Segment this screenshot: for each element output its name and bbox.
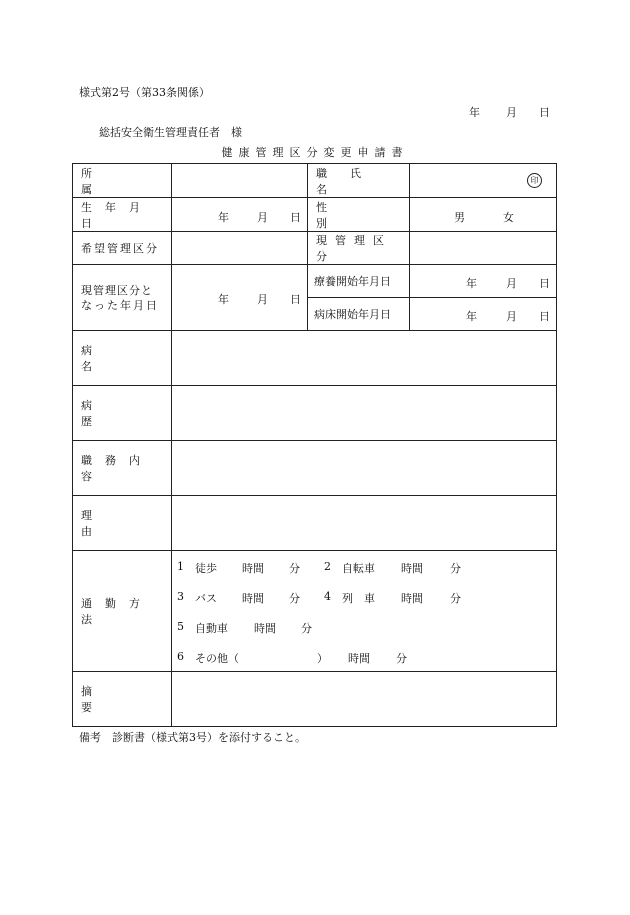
commute-option-1-minutes: 分: [289, 562, 300, 575]
commute-option-5-no: 5: [177, 620, 184, 633]
affiliation-field[interactable]: [172, 164, 308, 198]
form-title: 健康管理区分変更申請書: [221, 146, 409, 159]
job-content-label-cell: [73, 441, 172, 496]
row-remarks: [73, 672, 557, 727]
bed-start-label-cell: [308, 298, 410, 331]
disease-name-label: 病名: [81, 344, 158, 373]
commute-option-3-label: バス: [195, 592, 217, 605]
treatment-start-day-unit: 日: [539, 277, 550, 290]
commute-option-4-no: 4: [324, 590, 331, 603]
commute-option-6-close: ）: [317, 652, 328, 665]
birth-date-field[interactable]: [172, 198, 308, 232]
commute-option-4-label: 列 車: [342, 592, 375, 605]
commute-option-5-label: 自動車: [195, 622, 228, 635]
bed-start-field[interactable]: [410, 298, 557, 331]
addressee: 総括安全衛生管理責任者 様: [99, 126, 242, 139]
desired-category-label: 希望管理区分: [81, 242, 159, 255]
header-date-year: 年: [469, 106, 480, 119]
reason-field[interactable]: [172, 496, 557, 551]
commute-option-1-no: 1: [177, 560, 184, 573]
commute-option-2-hours: 時間: [401, 562, 423, 575]
category-date-label: [73, 283, 171, 313]
seal-icon: 印: [527, 173, 542, 188]
row-commute-method: [73, 551, 557, 672]
footnote: 備考 診断書（様式第3号）を添付すること。: [79, 731, 306, 744]
gender-option-male[interactable]: 男: [454, 211, 465, 224]
category-date-month-unit: 月: [257, 292, 268, 306]
commute-option-1-label: 徒歩: [195, 562, 217, 575]
category-date-field[interactable]: [172, 265, 308, 331]
application-form-table: [72, 163, 557, 727]
bed-start-month-unit: 月: [506, 310, 517, 323]
commute-option-5-hours: 時間: [254, 622, 276, 635]
desired-category-label-cell: [73, 232, 172, 265]
category-date-label-line2: なった年月日: [81, 298, 159, 312]
treatment-start-label-cell: [308, 265, 410, 298]
job-content-label: 職務内容: [81, 454, 153, 483]
commute-method-field[interactable]: [172, 551, 557, 672]
category-date-day-unit: 日: [290, 292, 301, 306]
gender-option-female[interactable]: 女: [503, 211, 514, 224]
current-category-label-cell: [308, 232, 410, 265]
remarks-label: 摘要: [81, 685, 158, 714]
commute-option-5-minutes: 分: [301, 622, 312, 635]
row-category-date-top: [73, 265, 557, 298]
commute-method-label-cell: [73, 551, 172, 672]
bed-start-day-unit: 日: [539, 310, 550, 323]
desired-category-field[interactable]: [172, 232, 308, 265]
name-label-cell: [308, 164, 410, 198]
row-birth-gender: [73, 198, 557, 232]
category-date-label-cell: [73, 265, 172, 331]
treatment-start-field[interactable]: [410, 265, 557, 298]
treatment-start-month-unit: 月: [506, 277, 517, 290]
commute-method-label: 通勤方法: [81, 597, 153, 626]
disease-name-label-cell: [73, 331, 172, 386]
category-date-year-unit: 年: [218, 292, 229, 306]
medical-history-label: 病歴: [81, 399, 158, 428]
commute-option-3-no: 3: [177, 590, 184, 603]
commute-option-2-no: 2: [324, 560, 331, 573]
remarks-label-cell: [73, 672, 172, 727]
row-category: [73, 232, 557, 265]
header-date-day: 日: [539, 106, 550, 119]
commute-option-4-minutes: 分: [450, 592, 461, 605]
gender-field[interactable]: [410, 198, 557, 232]
commute-option-6-no: 6: [177, 650, 184, 663]
category-date-label-line1: 現管理区分と: [81, 283, 153, 297]
commute-option-6-hours: 時間: [348, 652, 370, 665]
commute-option-4-hours: 時間: [401, 592, 423, 605]
row-job-content: [73, 441, 557, 496]
form-number: 様式第2号（第33条関係）: [79, 86, 210, 99]
disease-name-field[interactable]: [172, 331, 557, 386]
remarks-field[interactable]: [172, 672, 557, 727]
medical-history-label-cell: [73, 386, 172, 441]
birth-date-year-unit: 年: [218, 211, 229, 224]
bed-start-label: 病床開始年月日: [314, 308, 391, 321]
commute-option-6-minutes: 分: [396, 652, 407, 665]
reason-label: 理由: [81, 509, 158, 538]
name-field[interactable]: [410, 164, 557, 198]
medical-history-field[interactable]: [172, 386, 557, 441]
job-content-field[interactable]: [172, 441, 557, 496]
row-reason: [73, 496, 557, 551]
current-category-label: 現管理区分: [316, 234, 392, 263]
commute-option-3-minutes: 分: [289, 592, 300, 605]
affiliation-label-cell: [73, 164, 172, 198]
birth-date-month-unit: 月: [257, 211, 268, 224]
commute-option-1-hours: 時間: [242, 562, 264, 575]
birth-date-label-cell: [73, 198, 172, 232]
commute-option-2-minutes: 分: [450, 562, 461, 575]
birth-date-day-unit: 日: [290, 211, 301, 224]
birth-date-label: 生年月日: [81, 200, 153, 230]
commute-option-3-hours: 時間: [242, 592, 264, 605]
commute-option-6-label: その他（: [195, 652, 239, 665]
row-disease-name: [73, 331, 557, 386]
name-label: 職氏名: [316, 166, 384, 196]
row-affiliation: [73, 164, 557, 198]
affiliation-label: [73, 165, 171, 197]
row-medical-history: [73, 386, 557, 441]
treatment-start-year-unit: 年: [466, 277, 477, 290]
treatment-start-label: 療養開始年月日: [314, 275, 391, 288]
current-category-field[interactable]: [410, 232, 557, 265]
header-date-month: 月: [506, 106, 517, 119]
reason-label-cell: [73, 496, 172, 551]
commute-option-2-label: 自転車: [342, 562, 375, 575]
gender-label: 性別: [316, 200, 393, 230]
gender-label-cell: [308, 198, 410, 232]
affiliation-label-text: 所属: [81, 166, 132, 196]
bed-start-year-unit: 年: [466, 310, 477, 323]
